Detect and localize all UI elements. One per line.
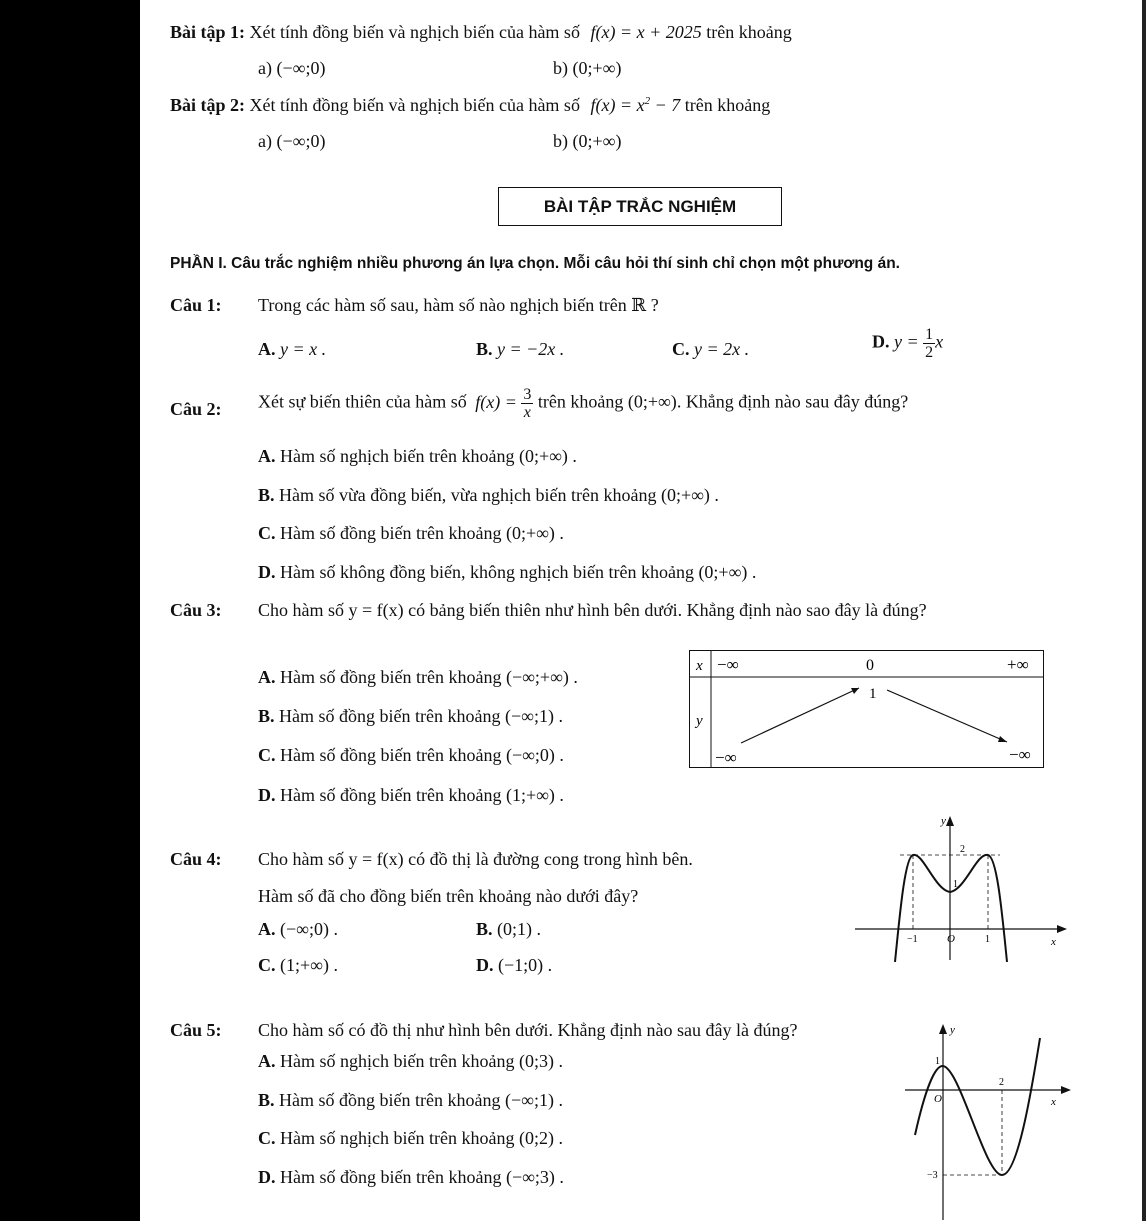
exercise-1-line bbox=[170, 22, 792, 43]
option-text: (−1;0) . bbox=[498, 955, 553, 975]
q4-text-2: Hàm số đã cho đồng biến trên khoảng nào dưới đây? bbox=[258, 886, 639, 906]
func-part: f(x) = x bbox=[590, 95, 645, 115]
q3-option-a bbox=[258, 667, 578, 688]
origin-label: O bbox=[947, 933, 955, 945]
option-label: b) bbox=[553, 58, 568, 78]
option-text: Hàm số không đồng biến, không nghịch biến trên khoảng (0;+∞) . bbox=[280, 562, 757, 582]
q3-option-d bbox=[258, 785, 564, 806]
q1-label: Câu 1: bbox=[170, 295, 222, 315]
q2-text bbox=[258, 386, 908, 421]
table-x-header: x bbox=[696, 658, 703, 674]
option-letter: B. bbox=[258, 1090, 275, 1110]
option-letter: A. bbox=[258, 667, 276, 687]
option-letter: A. bbox=[258, 919, 276, 939]
option-value: (−∞;0) bbox=[276, 58, 326, 78]
exercise-2-option-b bbox=[553, 131, 621, 152]
option-letter: D. bbox=[258, 562, 276, 582]
tick-label-y-1: 1 bbox=[935, 1056, 940, 1067]
q5-option-c bbox=[258, 1128, 563, 1149]
variation-table bbox=[689, 650, 1044, 768]
exercise-1-tail: trên khoảng bbox=[706, 22, 792, 42]
option-label: a) bbox=[258, 131, 272, 151]
fraction bbox=[521, 386, 533, 421]
q1-text: Trong các hàm số sau, hàm số nào nghịch biến trên ℝ ? bbox=[258, 295, 659, 315]
numerator: 1 bbox=[925, 326, 934, 343]
q2-interval: (0;+∞) bbox=[627, 391, 677, 412]
option-letter: A. bbox=[258, 446, 276, 466]
tick-label-y-minus-3: −3 bbox=[927, 1170, 938, 1181]
tick-label-2: 2 bbox=[960, 844, 965, 855]
exercise-2-label: Bài tập 2: bbox=[170, 95, 246, 115]
denominator: x bbox=[523, 404, 531, 421]
option-text: Hàm số nghịch biến trên khoảng (0;3) . bbox=[280, 1051, 563, 1071]
option-value: (−∞;0) bbox=[276, 131, 326, 151]
option-label: a) bbox=[258, 58, 272, 78]
q3-text: Cho hàm số y = f(x) có bảng biến thiên như hình bên dưới. Khẳng định nào sao đây là đúng? bbox=[258, 600, 927, 620]
option-label: b) bbox=[553, 131, 568, 151]
table-y-max: 1 bbox=[869, 686, 877, 702]
option-letter: C. bbox=[258, 1128, 276, 1148]
q3-option-b bbox=[258, 706, 563, 727]
q4-option-b bbox=[476, 919, 541, 940]
q2-option-b bbox=[258, 485, 719, 506]
option-text: Hàm số đồng biến trên khoảng (−∞;+∞) . bbox=[280, 667, 578, 687]
exercise-1-label: Bài tập 1: bbox=[170, 22, 246, 42]
q2-label: Câu 2: bbox=[170, 399, 222, 419]
option-letter: B. bbox=[476, 339, 493, 359]
q4-text: Cho hàm số y = f(x) có đồ thị là đường cong trong hình bên. bbox=[258, 849, 693, 869]
func-exponent: 2 bbox=[644, 95, 651, 107]
tick-label-x-2: 2 bbox=[999, 1077, 1004, 1088]
option-text: Hàm số nghịch biến trên khoảng (0;2) . bbox=[280, 1128, 563, 1148]
table-x-plus-inf: +∞ bbox=[1007, 655, 1029, 674]
option-text: Hàm số đồng biến trên khoảng (1;+∞) . bbox=[280, 785, 564, 805]
q4-option-c bbox=[258, 955, 338, 976]
q5-option-b bbox=[258, 1090, 563, 1111]
q3-option-c bbox=[258, 745, 564, 766]
table-x-minus-inf: −∞ bbox=[717, 655, 739, 674]
option-text: (1;+∞) . bbox=[280, 955, 338, 975]
left-black-margin bbox=[0, 0, 140, 1221]
option-letter: C. bbox=[672, 339, 690, 359]
option-letter: B. bbox=[258, 706, 275, 726]
arrow-head bbox=[998, 736, 1007, 742]
x-axis-label: x bbox=[1051, 1096, 1056, 1108]
option-text: y = −2x . bbox=[497, 339, 565, 359]
exercise-2-option-a bbox=[258, 131, 325, 152]
q1-option-c bbox=[672, 339, 749, 360]
option-text: Hàm số đồng biến trên khoảng (−∞;3) . bbox=[280, 1167, 564, 1187]
q4-option-a bbox=[258, 919, 338, 940]
option-text: y = 2x . bbox=[694, 339, 750, 359]
tick-label-minus-1: −1 bbox=[907, 934, 918, 945]
option-letter: D. bbox=[258, 1167, 276, 1187]
option-letter: D. bbox=[872, 331, 890, 352]
decreasing-arrow bbox=[887, 690, 1007, 742]
option-text: Hàm số nghịch biến trên khoảng (0;+∞) . bbox=[280, 446, 577, 466]
q5-option-a bbox=[258, 1051, 563, 1072]
fraction bbox=[923, 326, 935, 361]
q3-label: Câu 3: bbox=[170, 600, 222, 620]
exercise-1-function: f(x) = x + 2025 bbox=[590, 22, 702, 42]
option-value: (0;+∞) bbox=[572, 58, 622, 78]
exercise-1-option-b bbox=[553, 58, 621, 79]
tick-label-y-1: 1 bbox=[953, 879, 958, 890]
numerator: 3 bbox=[523, 386, 532, 403]
y-axis-label: y bbox=[950, 1024, 955, 1036]
option-text: Hàm số đồng biến trên khoảng (−∞;1) . bbox=[279, 1090, 563, 1110]
q1-option-a bbox=[258, 339, 326, 360]
option-letter: C. bbox=[258, 523, 276, 543]
q1-option-d bbox=[872, 326, 943, 361]
table-y-right: −∞ bbox=[1009, 745, 1031, 764]
table-y-header: y bbox=[696, 713, 703, 729]
x-axis-arrow bbox=[1061, 1086, 1071, 1094]
q2-option-c bbox=[258, 523, 564, 544]
q2-option-d bbox=[258, 562, 756, 583]
function-curve bbox=[895, 855, 1007, 962]
option-letter: C. bbox=[258, 745, 276, 765]
option-text: y = x . bbox=[280, 339, 327, 359]
option-letter: D. bbox=[476, 955, 494, 975]
q2-text-part: trên khoảng bbox=[537, 391, 624, 412]
option-letter: A. bbox=[258, 339, 276, 359]
exercise-2-line bbox=[170, 95, 770, 116]
option-letter: D. bbox=[258, 785, 276, 805]
q4-graph bbox=[855, 812, 1070, 962]
exercise-1-option-a bbox=[258, 58, 325, 79]
denominator: 2 bbox=[925, 344, 934, 361]
q4-label: Câu 4: bbox=[170, 849, 222, 869]
q5-graph bbox=[905, 1020, 1075, 1220]
exercise-2-tail: trên khoảng bbox=[684, 95, 771, 115]
tick-label-1: 1 bbox=[985, 934, 990, 945]
origin-label: O bbox=[934, 1093, 942, 1105]
q5-option-d bbox=[258, 1167, 564, 1188]
func-part: − 7 bbox=[650, 95, 681, 115]
q2-text-part: Xét sự biến thiên của hàm số bbox=[258, 391, 467, 412]
exercise-2-function bbox=[590, 95, 680, 115]
option-letter: C. bbox=[258, 955, 276, 975]
x-axis-label: x bbox=[1051, 936, 1056, 948]
option-text: Hàm số vừa đồng biến, vừa nghịch biến trên khoảng (0;+∞) . bbox=[279, 485, 719, 505]
q4-option-d bbox=[476, 955, 552, 976]
q5-label: Câu 5: bbox=[170, 1020, 222, 1040]
q2-function: f(x) = bbox=[475, 391, 517, 412]
y-axis-arrow bbox=[939, 1024, 947, 1034]
section-title-box: BÀI TẬP TRẮC NGHIỆM bbox=[498, 187, 782, 226]
option-text: x bbox=[935, 331, 944, 352]
y-axis-arrow bbox=[946, 816, 954, 826]
q5-text: Cho hàm số có đồ thị như hình bên dưới. Khẳng định nào sau đây là đúng? bbox=[258, 1020, 798, 1040]
part-1-heading: PHẦN I. Câu trắc nghiệm nhiều phương án lựa chọn. Mỗi câu hỏi thí sinh chỉ chọn một phương án. bbox=[170, 255, 900, 272]
option-text: y = bbox=[894, 331, 919, 352]
option-text: Hàm số đồng biến trên khoảng (0;+∞) . bbox=[280, 523, 564, 543]
q2-option-a bbox=[258, 446, 577, 467]
option-text: (0;1) . bbox=[497, 919, 542, 939]
exercise-1-text: Xét tính đồng biến và nghịch biến của hàm số bbox=[249, 22, 580, 42]
increasing-arrow bbox=[741, 688, 859, 743]
option-letter: A. bbox=[258, 1051, 276, 1071]
y-axis-label: y bbox=[941, 815, 946, 827]
q1-option-b bbox=[476, 339, 564, 360]
option-text: (−∞;0) . bbox=[280, 919, 338, 939]
x-axis-arrow bbox=[1057, 925, 1067, 933]
table-y-left: −∞ bbox=[715, 748, 737, 767]
function-curve bbox=[915, 1038, 1040, 1175]
exercise-2-text: Xét tính đồng biến và nghịch biến của hàm số bbox=[249, 95, 580, 115]
q2-text-part: . Khẳng định nào sau đây đúng? bbox=[676, 391, 909, 412]
option-text: Hàm số đồng biến trên khoảng (−∞;0) . bbox=[280, 745, 564, 765]
option-letter: B. bbox=[258, 485, 275, 505]
table-x-zero: 0 bbox=[866, 657, 874, 674]
option-text: Hàm số đồng biến trên khoảng (−∞;1) . bbox=[279, 706, 563, 726]
option-letter: B. bbox=[476, 919, 493, 939]
right-edge bbox=[1142, 0, 1146, 1221]
option-value: (0;+∞) bbox=[572, 131, 622, 151]
